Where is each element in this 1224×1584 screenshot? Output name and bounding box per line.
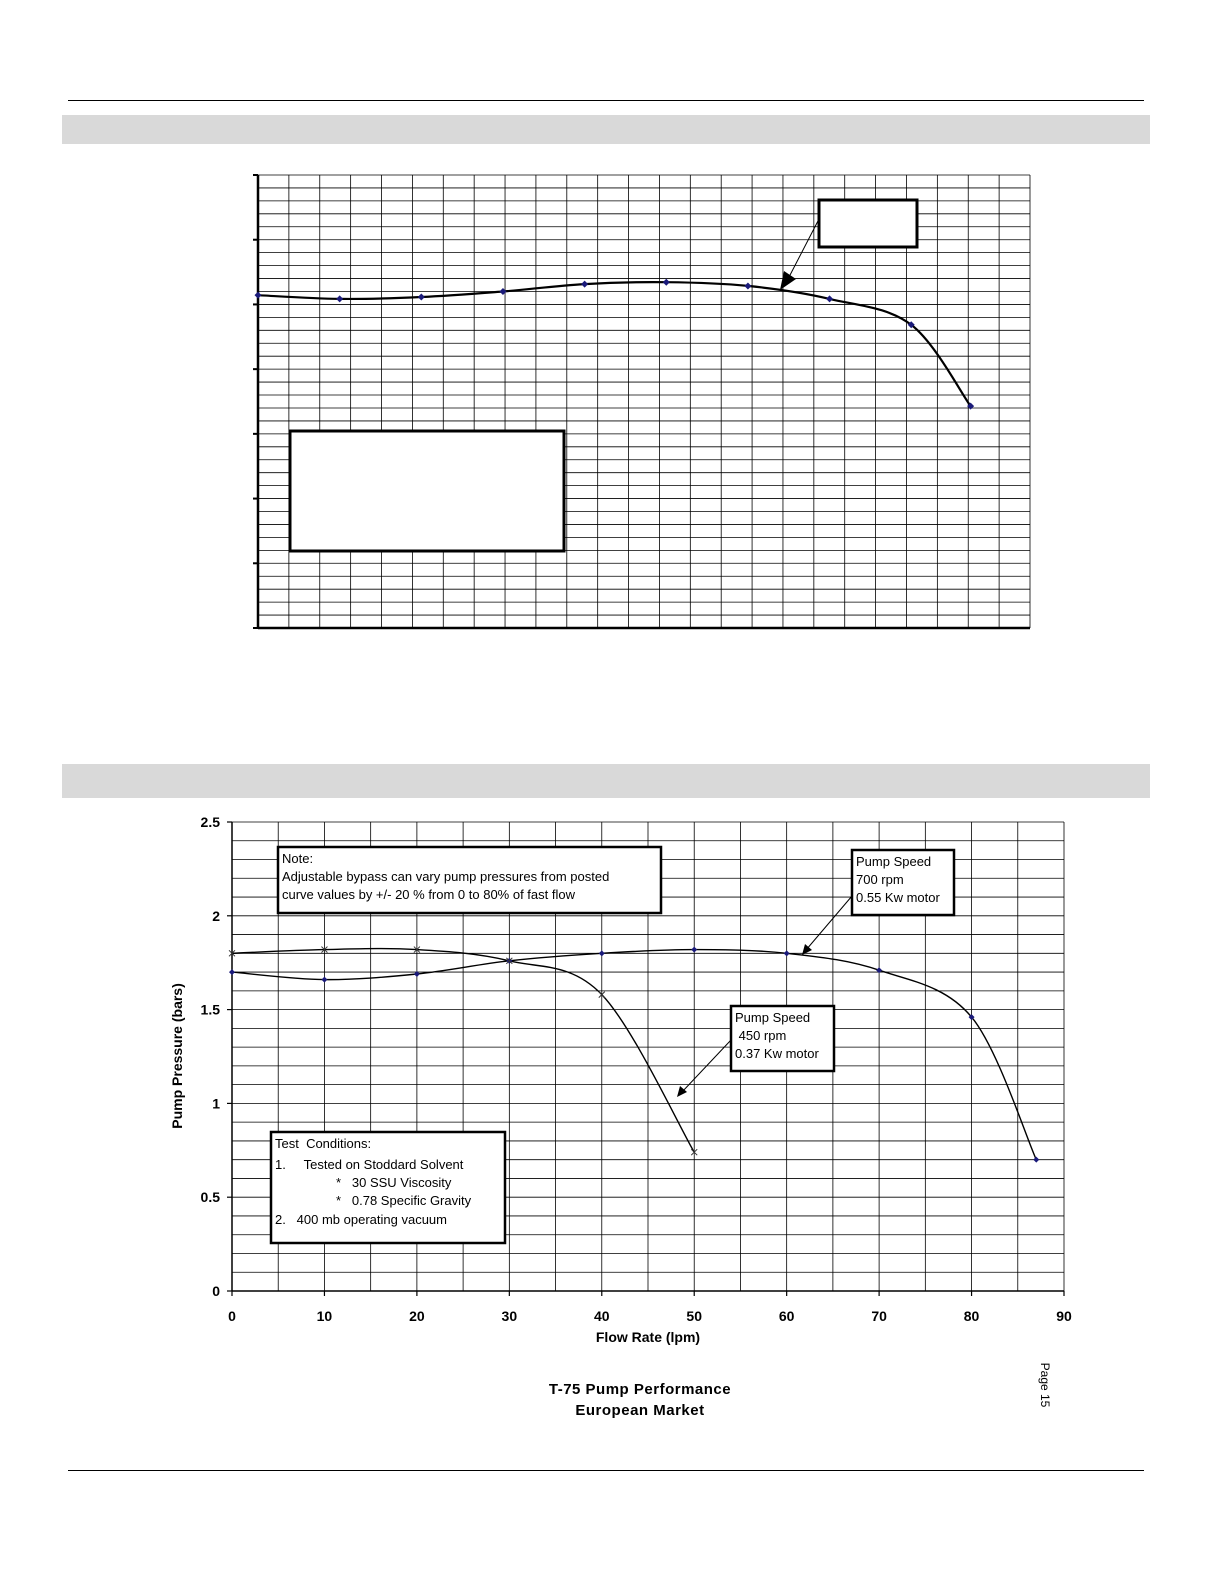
speed-700-annotation	[802, 850, 954, 955]
x-tick-label: 40	[593, 1308, 610, 1324]
series-700rpm-point	[321, 977, 327, 983]
speed-450-line: 450 rpm	[735, 1028, 787, 1043]
x-tick-label: 80	[963, 1308, 980, 1324]
y-tick-label: 2	[212, 907, 220, 924]
y-tick-label: 1	[212, 1095, 220, 1112]
speed-450-line: Pump Speed	[735, 1010, 811, 1025]
test-line: * 0.78 Specific Gravity	[336, 1193, 472, 1208]
x-tick-label: 20	[409, 1308, 425, 1324]
test-line: 2. 400 mb operating vacuum	[275, 1212, 447, 1227]
note-annotation	[278, 847, 661, 913]
series-700rpm-point	[691, 947, 697, 953]
chart2-series	[232, 949, 1036, 1160]
series-700rpm-line	[232, 950, 1036, 1160]
x-tick-label: 10	[316, 1308, 333, 1324]
series-700rpm-point	[1033, 1157, 1039, 1163]
series-700rpm-point	[784, 950, 790, 956]
speed-450-line: 0.37 Kw motor	[735, 1046, 819, 1061]
note-line: Adjustable bypass can vary pump pressures from posted	[282, 869, 610, 884]
x-tick-label: 90	[1056, 1308, 1072, 1324]
speed-700-line: Pump Speed	[856, 854, 932, 869]
x-tick-label: 0	[228, 1308, 236, 1324]
x-tick-label: 60	[778, 1308, 795, 1324]
y-tick-label: 0	[212, 1283, 220, 1299]
y-tick-label: 2.5	[200, 814, 220, 830]
test-line: Test Conditions:	[275, 1136, 372, 1151]
speed-700-line: 0.55 Kw motor	[856, 890, 940, 905]
series-700rpm-point	[229, 969, 235, 975]
x-axis-label: Flow Rate (lpm)	[595, 1329, 701, 1345]
note-line: Note:	[282, 851, 314, 866]
chart-title: T-75 Pump Performance	[548, 1381, 732, 1398]
test-line: 1. Tested on Stoddard Solvent	[275, 1157, 464, 1172]
y-tick-label: 1.5	[200, 1001, 220, 1018]
test-line: * 30 SSU Viscosity	[336, 1175, 452, 1190]
x-tick-label: 70	[871, 1308, 887, 1324]
y-tick-label: 0.5	[200, 1189, 220, 1206]
x-tick-label: 50	[686, 1308, 703, 1324]
y-axis-label: Pump Pressure (bars)	[169, 983, 185, 1129]
speed-450-annotation	[677, 1006, 834, 1097]
x-tick-label: 30	[501, 1308, 518, 1324]
speed-700-line: 700 rpm	[856, 872, 904, 887]
page-number: Page 15	[1038, 1362, 1052, 1408]
test-conditions-annotation	[271, 1132, 505, 1243]
series-700rpm-point	[599, 950, 605, 956]
chart-subtitle: European Market	[575, 1402, 705, 1419]
note-line: curve values by +/- 20 % from 0 to 80% of fast flow	[282, 887, 575, 902]
